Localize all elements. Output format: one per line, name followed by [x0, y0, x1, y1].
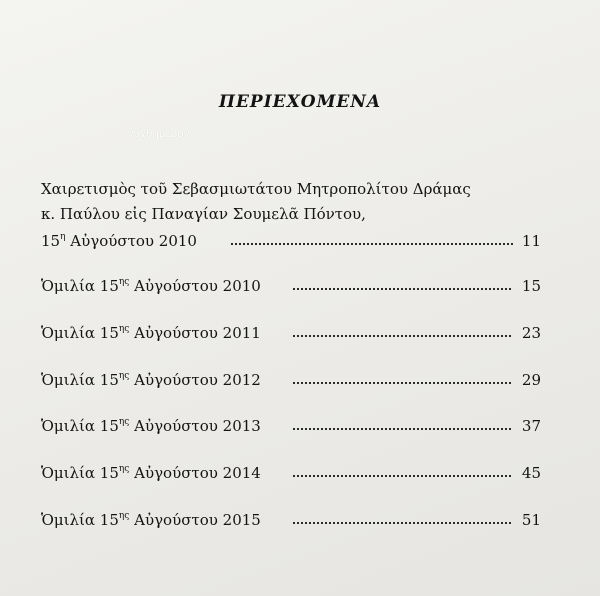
page-number: 29	[521, 371, 541, 389]
dot-leader	[293, 428, 511, 430]
toc-entry-label: Ὁμιλία $15^{\eta\varsigma}$ Αὐγούστου 2012	[41, 371, 261, 389]
toc-entry-label: Ὁμιλία $15^{\eta\varsigma}$ Αὐγούστου 2014	[41, 464, 261, 482]
toc-entry-label: $15^\eta$ Αὐγούστου 2010	[41, 232, 197, 250]
page-number: 37	[521, 417, 541, 435]
intro-line-2: κ. Παύλου εἰς Παναγίαν Σουμελᾶ Πόντου,	[41, 205, 366, 223]
intro-line-1: Χαιρετισμὸς τοῦ Σεβασμιωτάτου Μητροπολίτου Δράμας	[41, 180, 471, 198]
page-number: 51	[521, 511, 541, 529]
toc-entry-intro	[41, 228, 541, 250]
toc-entry	[41, 507, 541, 529]
toc-entry	[41, 320, 541, 342]
page-number: 23	[521, 324, 541, 342]
toc-entry-label: Ὁμιλία $15^{\eta\varsigma}$ Αὐγούστου 2010	[41, 277, 261, 295]
page-number: 45	[521, 464, 541, 482]
dot-leader	[293, 522, 511, 524]
toc-entry	[41, 367, 541, 389]
page-title: ΠΕΡΙΕΧΟΜΕΝΑ	[218, 92, 382, 112]
toc-entry-label: Ὁμιλία $15^{\eta\varsigma}$ Αὐγούστου 2015	[41, 511, 261, 529]
toc-entry	[41, 413, 541, 435]
page-number: 11	[521, 232, 541, 250]
dot-leader	[293, 382, 511, 384]
dot-leader	[293, 475, 511, 477]
dot-leader	[231, 243, 513, 245]
toc-entry-label: Ὁμιλία $15^{\eta\varsigma}$ Αὐγούστου 2013	[41, 417, 261, 435]
page-number: 15	[521, 277, 541, 295]
toc-entry	[41, 460, 541, 482]
dot-leader	[293, 288, 511, 290]
dot-leader	[293, 335, 511, 337]
toc-entry-label: Ὁμιλία $15^{\eta\varsigma}$ Αὐγούστου 2011	[41, 324, 261, 342]
toc-entry	[41, 273, 541, 295]
watermark-text: νυχθημερόν	[128, 128, 190, 140]
